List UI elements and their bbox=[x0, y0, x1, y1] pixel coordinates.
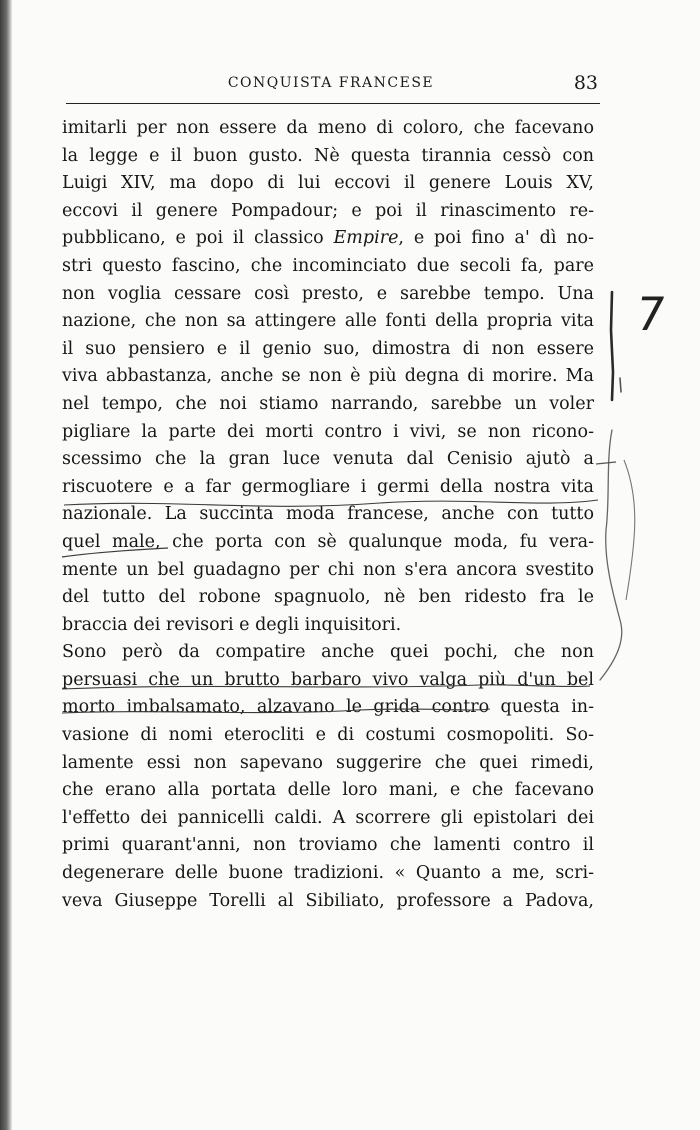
text-line: del tutto del robone spagnuolo, nè ben ridesto fra le bbox=[62, 587, 594, 608]
text-line: quel male, che porta con sè qualunque moda, fu vera- bbox=[62, 531, 594, 552]
text-line: persuasi che un brutto barbaro vivo valga più d'un bel bbox=[62, 669, 594, 690]
text-line: primi quarant'anni, non troviamo che lamenti contro il bbox=[62, 835, 594, 856]
text-line: braccia dei revisori e degli inquisitori. bbox=[62, 614, 402, 635]
text-line: nazione, che non sa attingere alle fonti della propria vita bbox=[62, 311, 594, 332]
text-line: non voglia cessare così presto, e sarebbe tempo. Una bbox=[62, 283, 594, 304]
text-line: mente un bel guadagno per chi non s'era ancora svestito bbox=[62, 559, 594, 580]
text-line: Luigi XIV, ma dopo di lui eccovi il genere Louis XV, bbox=[62, 173, 594, 194]
page-header bbox=[62, 72, 600, 96]
running-head: CONQUISTA FRANCESE bbox=[227, 75, 435, 91]
pencil-bracket-tick bbox=[596, 462, 616, 464]
pencil-bracket bbox=[600, 430, 622, 680]
text-line: stri questo fascino, che incominciato due secoli fa, pare bbox=[62, 255, 594, 276]
text-line: lamente essi non sapevano suggerire che quei rimedi, bbox=[62, 752, 594, 773]
text-line: nazionale. La succinta moda francese, anche con tutto bbox=[62, 504, 594, 525]
pencil-bracket-curve bbox=[624, 460, 635, 600]
text-line: pubblicano, e poi il classico Empire, e poi fino a' dì no- bbox=[62, 228, 594, 249]
text-line: scessimo che la gran luce venuta dal Cenisio ajutò a bbox=[62, 449, 594, 470]
text-line: nel tempo, che noi stiamo narrando, sarebbe un voler bbox=[62, 393, 594, 414]
text-line: che erano alla portata delle loro mani, e che facevano bbox=[62, 780, 594, 801]
text-line: degenerare delle buone tradizioni. « Quanto a me, scri- bbox=[62, 863, 594, 884]
body-text bbox=[62, 115, 594, 915]
text-line: l'effetto dei pannicelli caldi. A scorrere gli epistolari dei bbox=[62, 807, 594, 828]
page-number: 83 bbox=[573, 72, 598, 94]
text-line: viva abbastanza, anche se non è più degna di morire. Ma bbox=[62, 366, 594, 387]
text-line: vasione di nomi eterocliti e di costumi cosmopoliti. So- bbox=[62, 725, 594, 746]
book-spine-shadow bbox=[0, 0, 12, 1130]
text-line: veva Giuseppe Torelli al Sibiliato, professore a Padova, bbox=[62, 890, 594, 911]
pencil-margin-numeral: 7 bbox=[632, 287, 670, 341]
header-rule bbox=[66, 103, 600, 104]
text-line: morto imbalsamato, alzavano le grida contro questa in- bbox=[62, 697, 594, 718]
italic-term: Empire bbox=[333, 228, 399, 249]
text-line: Sono però da compatire anche quei pochi, che non bbox=[62, 642, 594, 663]
text-line: il suo pensiero e il genio suo, dimostra di non essere bbox=[62, 338, 594, 359]
pencil-margin-bar-thin bbox=[620, 378, 621, 392]
text-line: pigliare la parte dei morti contro i vivi, se non ricono- bbox=[62, 421, 594, 442]
text-line: imitarli per non essere da meno di coloro, che facevano bbox=[62, 118, 594, 138]
text-line: riscuotere e a far germogliare i germi della nostra vita bbox=[62, 476, 594, 497]
pencil-margin-bar bbox=[611, 292, 613, 400]
text-line: la legge e il buon gusto. Nè questa tirannia cessò con bbox=[62, 145, 594, 166]
text-line: eccovi il genere Pompadour; e poi il rinascimento re- bbox=[62, 200, 594, 221]
